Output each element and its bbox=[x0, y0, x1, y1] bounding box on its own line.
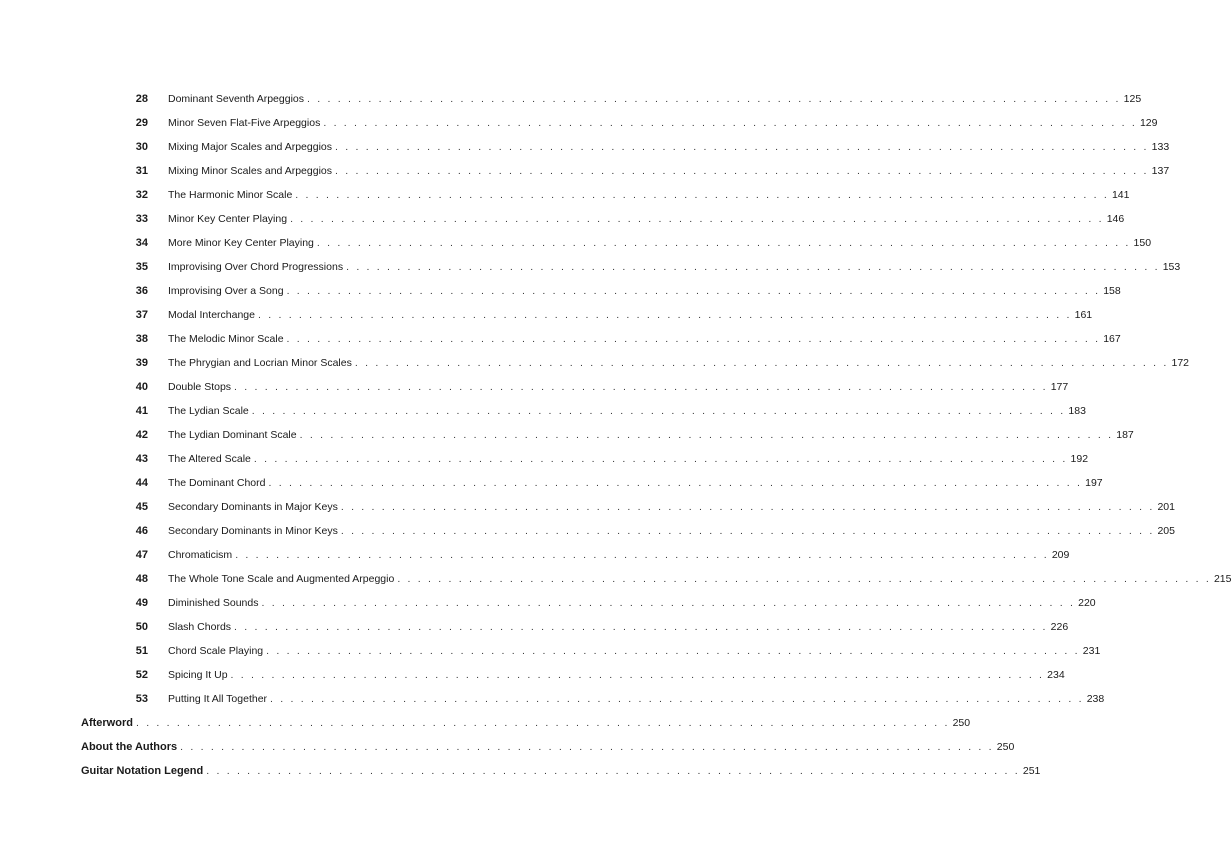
dot-leader: . . . . . . . . . . . . . . . . . . . . . . . . . . . . . . . . . . . . . . . . . . . . . . . . . . . . . . . . . . . . . . . . . . . . . . . . . . . . . . . . bbox=[235, 549, 1049, 561]
toc-section-entry[interactable] bbox=[0, 735, 1015, 759]
chapter-title: Minor Key Center Playing bbox=[168, 213, 288, 225]
toc-chapter-entry[interactable] bbox=[0, 447, 1089, 471]
toc-chapter-entry[interactable] bbox=[0, 519, 1175, 543]
page-number: 209 bbox=[1051, 549, 1070, 561]
dot-leader: . . . . . . . . . . . . . . . . . . . . . . . . . . . . . . . . . . . . . . . . . . . . . . . . . . . . . . . . . . . . . . . . . . . . . . . . . . . . . . . . bbox=[266, 645, 1080, 657]
entry-leader-line bbox=[168, 687, 1105, 711]
dot-leader: . . . . . . . . . . . . . . . . . . . . . . . . . . . . . . . . . . . . . . . . . . . . . . . . . . . . . . . . . . . . . . . . . . . . . . . . . . . . . . . . bbox=[286, 333, 1101, 345]
entry-leader-line bbox=[168, 591, 1096, 615]
page-number: 215 bbox=[1213, 573, 1231, 585]
entry-leader-line bbox=[168, 255, 1181, 279]
toc-chapter-entry[interactable] bbox=[0, 591, 1096, 615]
chapter-number: 46 bbox=[135, 525, 148, 537]
entry-leader-line bbox=[168, 375, 1069, 399]
entry-leader-line bbox=[168, 207, 1125, 231]
chapter-title: Chromaticism bbox=[168, 549, 233, 561]
page-number: 161 bbox=[1074, 309, 1093, 321]
page-number: 150 bbox=[1133, 237, 1152, 249]
chapter-title: Mixing Minor Scales and Arpeggios bbox=[168, 165, 333, 177]
toc-chapter-entry[interactable] bbox=[0, 495, 1175, 519]
chapter-number: 28 bbox=[135, 93, 148, 105]
chapter-title: Putting It All Together bbox=[168, 693, 268, 705]
chapter-number: 38 bbox=[135, 333, 148, 345]
dot-leader: . . . . . . . . . . . . . . . . . . . . . . . . . . . . . . . . . . . . . . . . . . . . . . . . . . . . . . . . . . . . . . . . . . . . . . . . . . . . . . . . bbox=[340, 501, 1155, 513]
dot-leader: . . . . . . . . . . . . . . . . . . . . . . . . . . . . . . . . . . . . . . . . . . . . . . . . . . . . . . . . . . . . . . . . . . . . . . . . . . . . . . . . bbox=[286, 285, 1101, 297]
toc-chapter-entry[interactable] bbox=[0, 375, 1069, 399]
toc-chapter-entry[interactable] bbox=[0, 231, 1152, 255]
page-number: 125 bbox=[1123, 93, 1142, 105]
chapter-title: Diminished Sounds bbox=[168, 597, 259, 609]
page-number: 183 bbox=[1068, 405, 1086, 417]
entry-leader-line bbox=[168, 183, 1130, 207]
entry-leader-line bbox=[168, 111, 1158, 135]
chapter-title: The Phrygian and Locrian Minor Scales bbox=[168, 357, 352, 369]
page-number: 172 bbox=[1171, 357, 1190, 369]
section-title: About the Authors bbox=[81, 741, 178, 753]
toc-chapter-entry[interactable] bbox=[0, 687, 1105, 711]
chapter-title: Mixing Major Scales and Arpeggios bbox=[168, 141, 333, 153]
page-number: 137 bbox=[1151, 165, 1170, 177]
dot-leader: . . . . . . . . . . . . . . . . . . . . . . . . . . . . . . . . . . . . . . . . . . . . . . . . . . . . . . . . . . . . . . . . . . . . . . . . . . . . . . . . bbox=[234, 621, 1048, 633]
entry-leader-line bbox=[168, 423, 1134, 447]
entry-leader-line bbox=[168, 87, 1142, 111]
dot-leader: . . . . . . . . . . . . . . . . . . . . . . . . . . . . . . . . . . . . . . . . . . . . . . . . . . . . . . . . . . . . . . . . . . . . . . . . . . . . . . . . bbox=[135, 717, 950, 729]
toc-chapter-entry[interactable] bbox=[0, 423, 1134, 447]
page-number: 197 bbox=[1085, 477, 1103, 489]
chapter-number: 44 bbox=[135, 477, 148, 489]
dot-leader: . . . . . . . . . . . . . . . . . . . . . . . . . . . . . . . . . . . . . . . . . . . . . . . . . . . . . . . . . . . . . . . . . . . . . . . . . . . . . . . . bbox=[335, 165, 1149, 177]
entry-leader-line bbox=[168, 543, 1070, 567]
dot-leader: . . . . . . . . . . . . . . . . . . . . . . . . . . . . . . . . . . . . . . . . . . . . . . . . . . . . . . . . . . . . . . . . . . . . . . . . . . . . . . . . bbox=[230, 669, 1045, 681]
toc-chapter-entry[interactable] bbox=[0, 279, 1121, 303]
dot-leader: . . . . . . . . . . . . . . . . . . . . . . . . . . . . . . . . . . . . . . . . . . . . . . . . . . . . . . . . . . . . . . . . . . . . . . . . . . . . . . . . bbox=[253, 453, 1068, 465]
chapter-number: 34 bbox=[135, 237, 148, 249]
dot-leader: . . . . . . . . . . . . . . . . . . . . . . . . . . . . . . . . . . . . . . . . . . . . . . . . . . . . . . . . . . . . . . . . . . . . . . . . . . . . . . . . bbox=[261, 597, 1076, 609]
dot-leader: . . . . . . . . . . . . . . . . . . . . . . . . . . . . . . . . . . . . . . . . . . . . . . . . . . . . . . . . . . . . . . . . . . . . . . . . . . . . . . . . bbox=[346, 261, 1160, 273]
chapter-number: 33 bbox=[135, 213, 148, 225]
chapter-title: The Lydian Scale bbox=[168, 405, 249, 417]
entry-leader-line bbox=[168, 159, 1170, 183]
entry-leader-line bbox=[168, 351, 1190, 375]
chapter-number: 31 bbox=[135, 165, 148, 177]
chapter-number: 53 bbox=[135, 693, 148, 705]
page-number: 167 bbox=[1103, 333, 1121, 345]
chapter-title: Secondary Dominants in Major Keys bbox=[168, 501, 338, 513]
dot-leader: . . . . . . . . . . . . . . . . . . . . . . . . . . . . . . . . . . . . . . . . . . . . . . . . . . . . . . . . . . . . . . . . . . . . . . . . . . . . . . . . bbox=[340, 525, 1155, 537]
chapter-number: 51 bbox=[135, 645, 148, 657]
chapter-number: 43 bbox=[135, 453, 148, 465]
chapter-title: Dominant Seventh Arpeggios bbox=[168, 93, 305, 105]
chapter-number: 49 bbox=[135, 597, 148, 609]
page-number: 133 bbox=[1151, 141, 1170, 153]
entry-leader-line bbox=[168, 615, 1069, 639]
page-number: 205 bbox=[1157, 525, 1175, 537]
chapter-number: 47 bbox=[135, 549, 148, 561]
toc-chapter-entry[interactable] bbox=[0, 351, 1190, 375]
dot-leader: . . . . . . . . . . . . . . . . . . . . . . . . . . . . . . . . . . . . . . . . . . . . . . . . . . . . . . . . . . . . . . . . . . . . . . . . . . . . . . . . bbox=[257, 309, 1072, 321]
page-number: 129 bbox=[1139, 117, 1158, 129]
entry-leader-line bbox=[168, 495, 1175, 519]
toc-chapter-entry[interactable] bbox=[0, 471, 1103, 495]
toc-chapter-entry[interactable] bbox=[0, 639, 1101, 663]
chapter-number: 40 bbox=[135, 381, 148, 393]
chapter-title: Modal Interchange bbox=[168, 309, 255, 321]
toc-chapter-entry[interactable] bbox=[0, 303, 1093, 327]
page-number: 187 bbox=[1116, 429, 1134, 441]
chapter-number: 50 bbox=[135, 621, 148, 633]
page-number: 158 bbox=[1103, 285, 1121, 297]
entry-leader-line bbox=[168, 231, 1152, 255]
chapter-title: More Minor Key Center Playing bbox=[168, 237, 314, 249]
chapter-number: 48 bbox=[135, 573, 148, 585]
chapter-title: The Harmonic Minor Scale bbox=[168, 189, 293, 201]
page-number: 153 bbox=[1162, 261, 1181, 273]
toc-chapter-entry[interactable] bbox=[0, 567, 1231, 591]
chapter-title: Improvising Over Chord Progressions bbox=[168, 261, 344, 273]
entry-leader-line bbox=[168, 519, 1175, 543]
dot-leader: . . . . . . . . . . . . . . . . . . . . . . . . . . . . . . . . . . . . . . . . . . . . . . . . . . . . . . . . . . . . . . . . . . . . . . . . . . . . . . . . bbox=[268, 477, 1083, 489]
entry-leader-line bbox=[81, 735, 1015, 759]
dot-leader: . . . . . . . . . . . . . . . . . . . . . . . . . . . . . . . . . . . . . . . . . . . . . . . . . . . . . . . . . . . . . . . . . . . . . . . . . . . . . . . . bbox=[397, 573, 1211, 585]
entry-leader-line bbox=[81, 759, 1041, 783]
toc-chapter-entry[interactable] bbox=[0, 135, 1170, 159]
section-title: Afterword bbox=[81, 717, 133, 729]
toc-chapter-entry[interactable] bbox=[0, 663, 1065, 687]
chapter-title: Spicing It Up bbox=[168, 669, 228, 681]
entry-leader-line bbox=[168, 327, 1121, 351]
dot-leader: . . . . . . . . . . . . . . . . . . . . . . . . . . . . . . . . . . . . . . . . . . . . . . . . . . . . . . . . . . . . . . . . . . . . . . . . . . . . . . . . bbox=[251, 405, 1066, 417]
page-number: 220 bbox=[1078, 597, 1096, 609]
chapter-number: 41 bbox=[135, 405, 148, 417]
toc-chapter-entry[interactable] bbox=[0, 207, 1125, 231]
entry-leader-line bbox=[168, 447, 1089, 471]
toc-chapter-entry[interactable] bbox=[0, 615, 1069, 639]
chapter-title: Improvising Over a Song bbox=[168, 285, 284, 297]
chapter-title: The Whole Tone Scale and Augmented Arpeggio bbox=[168, 573, 395, 585]
chapter-number: 35 bbox=[135, 261, 148, 273]
chapter-number: 52 bbox=[135, 669, 148, 681]
toc-section-entry[interactable] bbox=[0, 759, 1041, 783]
page-number: 231 bbox=[1082, 645, 1101, 657]
chapter-title: Minor Seven Flat-Five Arpeggios bbox=[168, 117, 321, 129]
entry-leader-line bbox=[168, 135, 1170, 159]
toc-chapter-entry[interactable] bbox=[0, 183, 1130, 207]
page-number: 141 bbox=[1111, 189, 1130, 201]
page-number: 250 bbox=[952, 717, 971, 729]
entry-leader-line bbox=[168, 303, 1093, 327]
table-of-contents bbox=[0, 87, 1231, 783]
dot-leader: . . . . . . . . . . . . . . . . . . . . . . . . . . . . . . . . . . . . . . . . . . . . . . . . . . . . . . . . . . . . . . . . . . . . . . . . . . . . . . . . bbox=[335, 141, 1149, 153]
page-number: 146 bbox=[1106, 213, 1125, 225]
dot-leader: . . . . . . . . . . . . . . . . . . . . . . . . . . . . . . . . . . . . . . . . . . . . . . . . . . . . . . . . . . . . . . . . . . . . . . . . . . . . . . . . bbox=[323, 117, 1137, 129]
dot-leader: . . . . . . . . . . . . . . . . . . . . . . . . . . . . . . . . . . . . . . . . . . . . . . . . . . . . . . . . . . . . . . . . . . . . . . . . . . . . . . . . bbox=[270, 693, 1084, 705]
section-title: Guitar Notation Legend bbox=[81, 765, 204, 777]
chapter-title: The Melodic Minor Scale bbox=[168, 333, 284, 345]
page-number: 201 bbox=[1157, 501, 1175, 513]
page-number: 238 bbox=[1086, 693, 1105, 705]
chapter-title: Chord Scale Playing bbox=[168, 645, 264, 657]
chapter-number: 39 bbox=[135, 357, 148, 369]
chapter-number: 45 bbox=[135, 501, 148, 513]
page-number: 234 bbox=[1047, 669, 1065, 681]
dot-leader: . . . . . . . . . . . . . . . . . . . . . . . . . . . . . . . . . . . . . . . . . . . . . . . . . . . . . . . . . . . . . . . . . . . . . . . . . . . . . . . . bbox=[180, 741, 994, 753]
entry-leader-line bbox=[168, 567, 1231, 591]
dot-leader: . . . . . . . . . . . . . . . . . . . . . . . . . . . . . . . . . . . . . . . . . . . . . . . . . . . . . . . . . . . . . . . . . . . . . . . . . . . . . . . . bbox=[206, 765, 1020, 777]
chapter-title: Double Stops bbox=[168, 381, 232, 393]
dot-leader: . . . . . . . . . . . . . . . . . . . . . . . . . . . . . . . . . . . . . . . . . . . . . . . . . . . . . . . . . . . . . . . . . . . . . . . . . . . . . . . . bbox=[295, 189, 1109, 201]
dot-leader: . . . . . . . . . . . . . . . . . . . . . . . . . . . . . . . . . . . . . . . . . . . . . . . . . . . . . . . . . . . . . . . . . . . . . . . . . . . . . . . . bbox=[234, 381, 1048, 393]
chapter-title: The Altered Scale bbox=[168, 453, 251, 465]
dot-leader: . . . . . . . . . . . . . . . . . . . . . . . . . . . . . . . . . . . . . . . . . . . . . . . . . . . . . . . . . . . . . . . . . . . . . . . . . . . . . . . . bbox=[290, 213, 1104, 225]
toc-chapter-entry[interactable] bbox=[0, 543, 1070, 567]
toc-chapter-entry[interactable] bbox=[0, 255, 1181, 279]
entry-leader-line bbox=[81, 711, 971, 735]
chapter-number: 30 bbox=[135, 141, 148, 153]
page-number: 177 bbox=[1050, 381, 1069, 393]
entry-leader-line bbox=[168, 663, 1065, 687]
dot-leader: . . . . . . . . . . . . . . . . . . . . . . . . . . . . . . . . . . . . . . . . . . . . . . . . . . . . . . . . . . . . . . . . . . . . . . . . . . . . . . . . bbox=[307, 93, 1121, 105]
chapter-title: Secondary Dominants in Minor Keys bbox=[168, 525, 338, 537]
page-number: 226 bbox=[1050, 621, 1069, 633]
chapter-title: The Dominant Chord bbox=[168, 477, 266, 489]
toc-section-entry[interactable] bbox=[0, 711, 971, 735]
chapter-number: 36 bbox=[135, 285, 148, 297]
chapter-title: Slash Chords bbox=[168, 621, 232, 633]
entry-leader-line bbox=[168, 399, 1086, 423]
entry-leader-line bbox=[168, 639, 1101, 663]
page-number: 250 bbox=[996, 741, 1015, 753]
toc-chapter-entry[interactable] bbox=[0, 159, 1170, 183]
entry-leader-line bbox=[168, 279, 1121, 303]
toc-chapter-entry[interactable] bbox=[0, 399, 1086, 423]
dot-leader: . . . . . . . . . . . . . . . . . . . . . . . . . . . . . . . . . . . . . . . . . . . . . . . . . . . . . . . . . . . . . . . . . . . . . . . . . . . . . . . . bbox=[299, 429, 1114, 441]
entry-leader-line bbox=[168, 471, 1103, 495]
chapter-number: 42 bbox=[135, 429, 148, 441]
page-number: 251 bbox=[1022, 765, 1041, 777]
toc-chapter-entry[interactable] bbox=[0, 327, 1121, 351]
toc-chapter-entry[interactable] bbox=[0, 87, 1142, 111]
dot-leader: . . . . . . . . . . . . . . . . . . . . . . . . . . . . . . . . . . . . . . . . . . . . . . . . . . . . . . . . . . . . . . . . . . . . . . . . . . . . . . . . bbox=[316, 237, 1131, 249]
chapter-number: 32 bbox=[135, 189, 148, 201]
chapter-title: The Lydian Dominant Scale bbox=[168, 429, 297, 441]
chapter-number: 29 bbox=[135, 117, 148, 129]
dot-leader: . . . . . . . . . . . . . . . . . . . . . . . . . . . . . . . . . . . . . . . . . . . . . . . . . . . . . . . . . . . . . . . . . . . . . . . . . . . . . . . . bbox=[354, 357, 1169, 369]
toc-chapter-entry[interactable] bbox=[0, 111, 1158, 135]
chapter-number: 37 bbox=[135, 309, 148, 321]
page-number: 192 bbox=[1070, 453, 1089, 465]
